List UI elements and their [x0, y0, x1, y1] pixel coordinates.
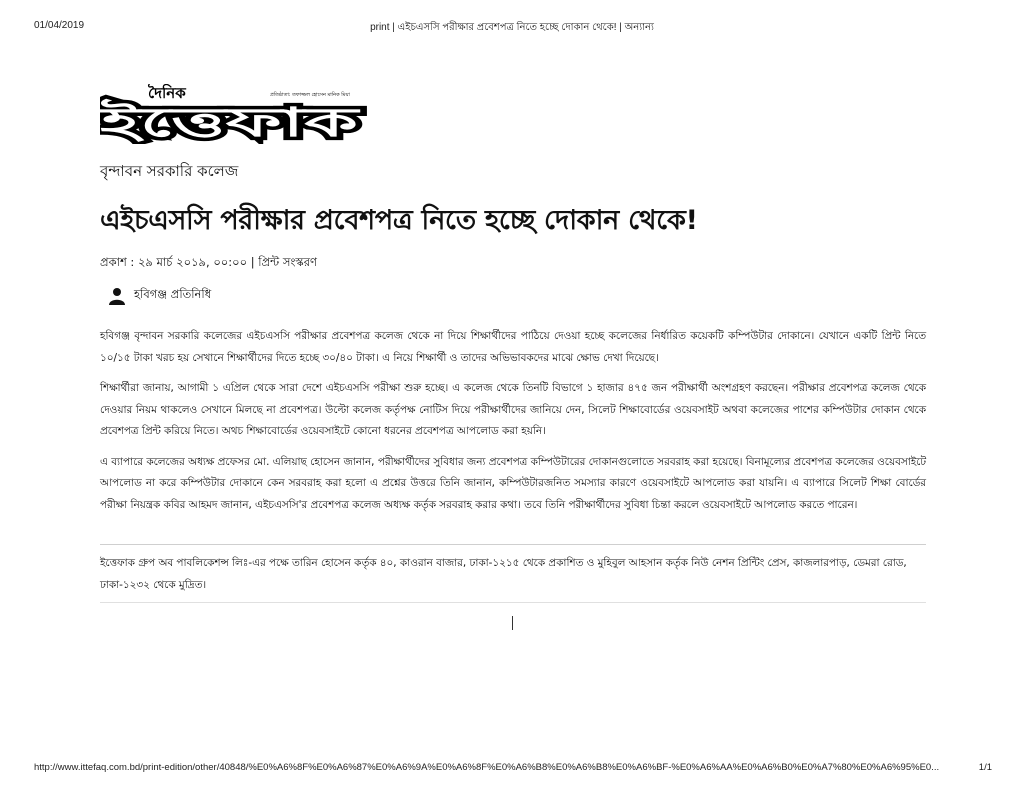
author-name: হবিগঞ্জ প্রতিনিধি: [134, 287, 212, 301]
print-url[interactable]: http://www.ittefaq.com.bd/print-edition/other/40848/%E0%A6%8F%E0%A6%87%E0%A6%9A%E0%A6%8F%E0%A6%B8%E0%A6%B8%E0%A6%BF-%E0%A6%AA%E0%A6%B0%E0%A7%80%E0%A6%95%E0...: [34, 762, 940, 773]
footer-divider-bottom: [100, 602, 926, 603]
article-paragraph: এ ব্যাপারে কলেজের অধ্যক্ষ প্রফেসর মো. এলিয়াছ হোসেন জানান, পরীক্ষার্থীদের সুবিধার জন্য প্রবেশপত্র কম্পিউটারের দোকানগুলোতে সরবরাহ করা হয়েছে। বিনামূল্যের প্রবেশপত্র কলেজের ওয়েবসাইটে আপলোড না করে কম্পিউটার দোকানে কেন সরবরাহ করা হলো এ প্রশ্নের উত্তরে তিনি জানান, কম্পিউটারজনিত সমস্যার কারণে ওয়েবসাইটে আপলোড করা যায়নি। এ ব্যাপারে সিলেট শিক্ষা বোর্ডের পরীক্ষা নিয়ন্ত্রক কবির আহমদ জানান, এইচএসসি'র প্রবেশপত্র কলেজ অধ্যক্ষ কর্তৃক সরবরাহ করার কথা। তবে তিনি পরীক্ষার্থীদের সুবিধা চিন্তা করলে ওয়েবসাইটে আপলোড করতে পারেন।: [100, 455, 926, 511]
print-page-number: 1/1: [978, 762, 992, 773]
article-body: [100, 326, 926, 525]
publisher-imprint: ইত্তেফাক গ্রুপ অব পাবলিকেশন্স লিঃ-এর পক্ষে তারিন হোসেন কর্তৃক ৪০, কাওরান বাজার, ঢাকা-১২১৫ থেকে প্রকাশিত ও মুহিবুল আহসান কর্তৃক নিউ নেশন প্রিন্টিং প্রেস, কাজলারপাড়, ডেমরা রোড, ঢাকা-১২৩২ থেকে মুদ্রিত।: [100, 557, 907, 591]
article-author: [108, 286, 211, 305]
logo-daily: দৈনিক: [148, 84, 186, 102]
user-icon: [108, 287, 126, 305]
print-date: 01/04/2019: [34, 20, 85, 31]
print-title: print | এইচএসসি পরীক্ষার প্রবেশপত্র নিতে হচ্ছে দোকান থেকে! | অন্যান্য: [370, 22, 654, 33]
logo-tagline: প্রতিষ্ঠাতা: তফাজ্জল হোসেন মানিক মিয়া: [270, 92, 350, 98]
print-header: [0, 0, 1024, 40]
article-paragraph: হবিগঞ্জ বৃন্দাবন সরকারি কলেজের এইচএসসি পরীক্ষার প্রবেশপত্র কলেজ থেকে না দিয়ে শিক্ষার্থীদের পাঠিয়ে দেওয়া হচ্ছে কলেজের নির্ধারিত কয়েকটি কম্পিউটার দোকানে। যেখানে একটি প্রিন্ট নিতে ১০/১৫ টাকা খরচ হয় সেখানে শিক্ষার্থীদের দিতে হচ্ছে ৩০/৪০ টাকা। এ নিয়ে শিক্ষার্থী ও তাদের অভিভাবকদের মাঝে ক্ষোভ দেখা দিয়েছে।: [100, 330, 926, 364]
article-headline: এইচএসসি পরীক্ষার প্রবেশপত্র নিতে হচ্ছে দোকান থেকে!: [100, 205, 698, 236]
ittefaq-logo: [100, 84, 370, 144]
article-paragraph: শিক্ষার্থীরা জানায়, আগামী ১ এপ্রিল থেকে সারা দেশে এইচএসসি পরীক্ষা শুরু হচ্ছে। এ কলেজ থেকে তিনটি বিভাগে ১ হাজার ৪৭৫ জন পরীক্ষার্থী অংশগ্রহণ করছেন। পরীক্ষার প্রবেশপত্র কলেজ থেকে দেওয়ার নিয়ম থাকলেও সেখানে মিলছে না প্রবেশপত্র। উল্টো কলেজ কর্তৃপক্ষ নোটিস দিয়ে পরীক্ষার্থীদের জানিয়ে দেন, সিলেট শিক্ষাবোর্ডের ওয়েবসাইট অথবা কলেজের পাশের কম্পিউটার দোকান থেকে প্রবেশপত্র প্রিন্ট করিয়ে নিতে। অথচ শিক্ষাবোর্ডের ওয়েবসাইটে কোনো ধরনের প্রবেশপত্র আপলোড করা হয়নি।: [100, 382, 926, 437]
footer-divider: [100, 544, 926, 545]
logo-ittefaq: ইত্তেফাক: [100, 100, 235, 144]
article-published: প্রকাশ : ২৯ মার্চ ২০১৯, ০০:০০ | প্রিন্ট সংস্করণ: [100, 255, 317, 269]
print-footer: [0, 760, 1024, 780]
article-category: বৃন্দাবন সরকারি কলেজ: [100, 162, 239, 180]
text-cursor: [512, 616, 513, 630]
